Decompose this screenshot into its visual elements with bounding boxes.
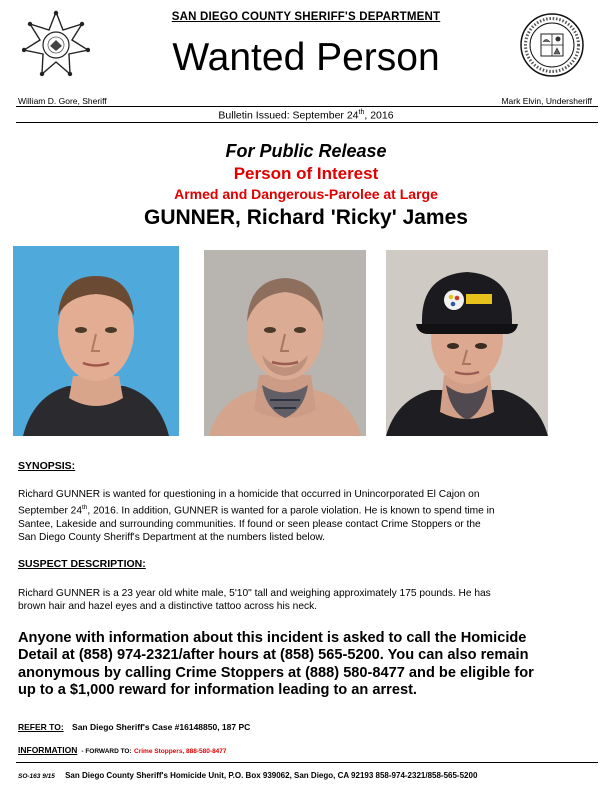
release-label: For Public Release bbox=[225, 141, 387, 161]
synopsis-text bbox=[18, 488, 600, 544]
bulletin-date-suffix: , 2016 bbox=[364, 109, 394, 122]
refer-to bbox=[18, 722, 250, 732]
header-divider-top bbox=[16, 106, 598, 107]
synopsis-heading: SYNOPSIS: bbox=[18, 460, 76, 472]
suspect-photo-2 bbox=[204, 250, 366, 436]
callout-line: Detail at (858) 974-2321/after hours at (858) 565-5200. You can also remain bbox=[18, 647, 529, 664]
page-title: Wanted Person bbox=[172, 36, 440, 79]
forward-to-label: - FORWARD TO: bbox=[81, 748, 132, 755]
county-seal-icon bbox=[519, 12, 585, 78]
undersheriff-name: Mark Elvin, Undersheriff bbox=[501, 96, 592, 106]
synopsis-line: Santee, Lakeside and surrounding communities. If found or seen please contact Crime Stoppers or the bbox=[18, 518, 481, 530]
information-label: INFORMATION bbox=[18, 745, 78, 755]
description-line: Richard GUNNER is a 23 year old white male, 5'10" tall and weighing approximately 175 pounds. He has bbox=[18, 588, 491, 599]
synopsis-line: San Diego County Sheriff's Department at the numbers listed below. bbox=[18, 532, 325, 543]
information-forward bbox=[18, 745, 227, 755]
contact-callout bbox=[18, 630, 598, 699]
sheriff-star-badge-icon bbox=[22, 10, 90, 78]
suspect-photo-1 bbox=[13, 246, 179, 436]
synopsis-line bbox=[18, 501, 600, 518]
refer-to-label: REFER TO: bbox=[18, 722, 64, 732]
bulletin-date bbox=[0, 109, 612, 122]
synopsis-date-suffix: , 2016. In addition, GUNNER is wanted for a parole violation. He is known to spend time in bbox=[87, 505, 495, 517]
suspect-photo-3 bbox=[386, 250, 548, 436]
crime-stoppers-contact: Crime Stoppers, 888-580-8477 bbox=[134, 748, 227, 755]
armed-warning: Armed and Dangerous-Parolee at Large bbox=[174, 186, 438, 202]
footer-address: San Diego County Sheriff's Homicide Unit, P.O. Box 939062, San Diego, CA 92193 858-974-2321/858-565-5200 bbox=[65, 771, 478, 780]
callout-line: up to a $1,000 reward for information leading to an arrest. bbox=[18, 681, 417, 698]
header-divider-bottom bbox=[16, 122, 598, 123]
suspect-description-heading: SUSPECT DESCRIPTION: bbox=[18, 558, 146, 570]
suspect-name: GUNNER, Richard 'Ricky' James bbox=[144, 206, 468, 229]
footer-divider bbox=[16, 762, 598, 763]
suspect-description-text bbox=[18, 587, 600, 613]
form-number: SO-163 9/15 bbox=[18, 773, 55, 780]
sheriff-name: William D. Gore, Sheriff bbox=[18, 96, 107, 106]
bulletin-date-sup: th bbox=[358, 109, 365, 116]
department-name: SAN DIEGO COUNTY SHERIFF'S DEPARTMENT bbox=[171, 11, 441, 23]
bulletin-date-prefix: Bulletin Issued: September 24 bbox=[218, 109, 359, 122]
synopsis-date-sup: th bbox=[82, 504, 88, 512]
footer bbox=[18, 771, 477, 780]
synopsis-date-prefix: September 24 bbox=[18, 505, 82, 517]
person-of-interest-label: Person of Interest bbox=[233, 164, 379, 183]
callout-line: Anyone with information about this incident is asked to call the Homicide bbox=[18, 630, 527, 646]
callout-line: anonymous by calling Crime Stoppers at (888) 580-8477 and be eligible for bbox=[18, 664, 534, 681]
description-line: brown hair and hazel eyes and a distinctive tattoo across his neck. bbox=[18, 601, 317, 613]
case-number: San Diego Sheriff's Case #16148850, 187 PC bbox=[72, 722, 251, 732]
synopsis-line: Richard GUNNER is wanted for questioning in a homicide that occurred in Unincorporated El Cajon on bbox=[18, 489, 480, 500]
